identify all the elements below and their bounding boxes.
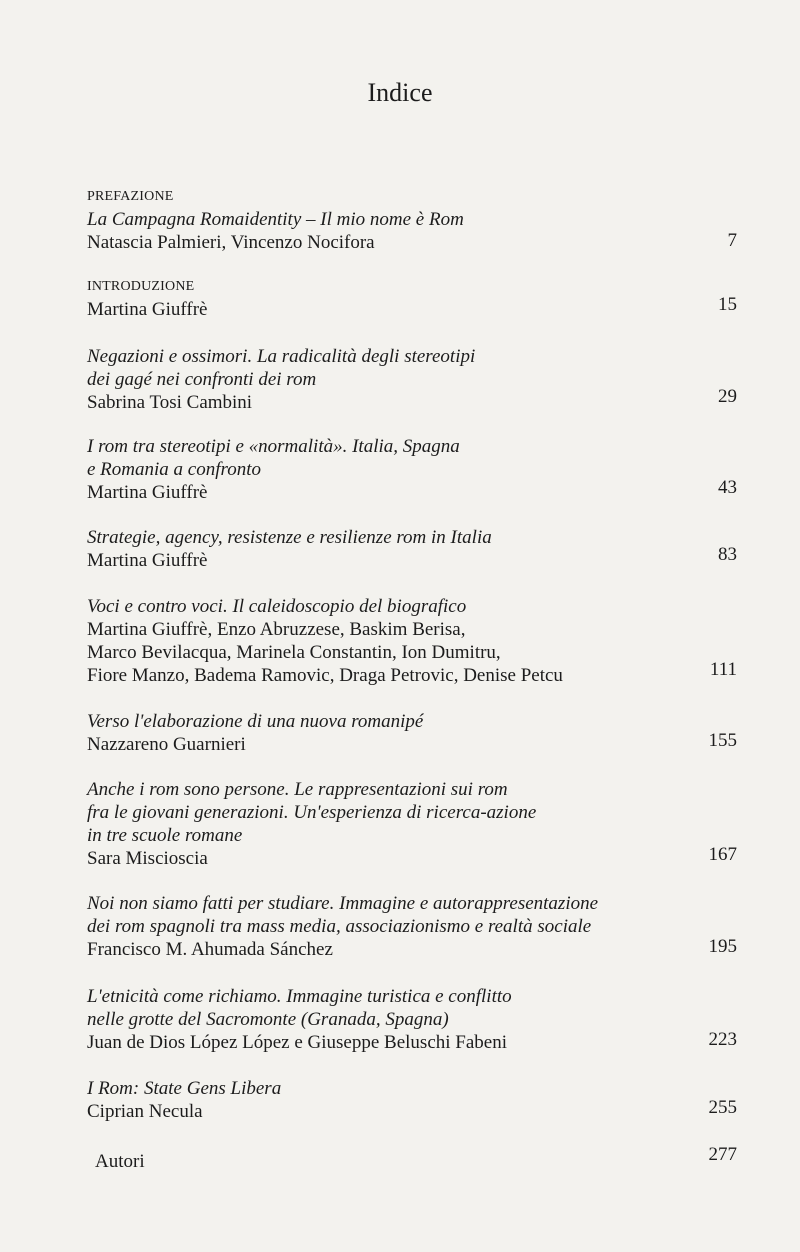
page-number: 155 — [708, 730, 737, 751]
entry-title: Voci e contro voci. Il caleidoscopio del biografico — [87, 596, 467, 617]
entry-authors: Martina Giuffrè, Enzo Abruzzese, Baskim Berisa, — [87, 619, 466, 640]
entry-title: I rom tra stereotipi e «normalità». Italia, Spagna — [87, 436, 460, 457]
toc-entry — [87, 186, 737, 254]
toc-entry — [87, 985, 737, 1054]
toc-entry — [95, 1144, 737, 1173]
entry-title: I Rom: State Gens Libera — [87, 1078, 282, 1099]
page-number: 7 — [727, 230, 737, 251]
page-number: 277 — [708, 1144, 737, 1165]
toc-entry — [87, 1077, 737, 1123]
toc-entry — [87, 892, 737, 961]
page-number: 195 — [708, 936, 737, 957]
section-label: INTRODUZIONE — [87, 279, 195, 294]
toc-entry — [87, 526, 737, 572]
page-title: Indice — [367, 78, 433, 107]
entry-authors: Marco Bevilacqua, Marinela Constantin, Ion Dumitru, — [87, 642, 501, 663]
entry-authors: Nazzareno Guarnieri — [87, 734, 246, 755]
toc-entry — [87, 276, 737, 321]
entry-authors: Autori — [95, 1151, 145, 1172]
entry-title: Noi non siamo fatti per studiare. Immagine e autorappresentazione — [87, 893, 599, 914]
page-number: 83 — [718, 544, 737, 565]
entry-authors: Francisco M. Ahumada Sánchez — [87, 939, 333, 960]
section-label: PREFAZIONE — [87, 189, 174, 204]
entry-authors: Ciprian Necula — [87, 1101, 203, 1122]
entry-title: nelle grotte del Sacromonte (Granada, Spagna) — [87, 1009, 449, 1030]
entry-authors: Martina Giuffrè — [87, 482, 208, 503]
entry-title: Negazioni e ossimori. La radicalità degli stereotipi — [87, 346, 476, 367]
entry-title: Strategie, agency, resistenze e resilienze rom in Italia — [87, 527, 492, 548]
entry-authors: Natascia Palmieri, Vincenzo Nocifora — [87, 232, 375, 253]
entry-title: in tre scuole romane — [87, 825, 243, 846]
page-number: 29 — [718, 386, 737, 407]
entry-title: La Campagna Romaidentity – Il mio nome è Rom — [87, 209, 464, 230]
entry-title: Verso l'elaborazione di una nuova romanipé — [87, 711, 424, 732]
toc-entry — [87, 710, 737, 756]
page-number: 15 — [718, 294, 737, 315]
page-number: 43 — [718, 477, 737, 498]
entry-authors: Martina Giuffrè — [87, 550, 208, 571]
toc-entry — [87, 595, 737, 687]
page-number: 223 — [708, 1029, 737, 1050]
entry-title: fra le giovani generazioni. Un'esperienza di ricerca-azione — [87, 802, 537, 823]
toc-entry — [87, 345, 737, 414]
entry-authors: Martina Giuffrè — [87, 299, 208, 320]
entry-authors: Sara Miscioscia — [87, 848, 208, 869]
page-number: 255 — [708, 1097, 737, 1118]
entry-authors: Sabrina Tosi Cambini — [87, 392, 253, 413]
entry-authors: Fiore Manzo, Badema Ramovic, Draga Petrovic, Denise Petcu — [87, 665, 563, 686]
entry-title: dei rom spagnoli tra mass media, associazionismo e realtà sociale — [87, 916, 592, 937]
entry-authors: Juan de Dios López López e Giuseppe Beluschi Fabeni — [87, 1032, 507, 1053]
entry-title: Anche i rom sono persone. Le rappresentazioni sui rom — [87, 779, 508, 800]
entry-title: e Romania a confronto — [87, 459, 261, 480]
toc-entry — [87, 435, 737, 504]
entry-title: L'etnicità come richiamo. Immagine turistica e conflitto — [87, 986, 512, 1007]
page-number: 167 — [708, 844, 737, 865]
entry-title: dei gagé nei confronti dei rom — [87, 369, 317, 390]
page-number: 111 — [709, 659, 737, 680]
toc-entry — [87, 778, 737, 870]
